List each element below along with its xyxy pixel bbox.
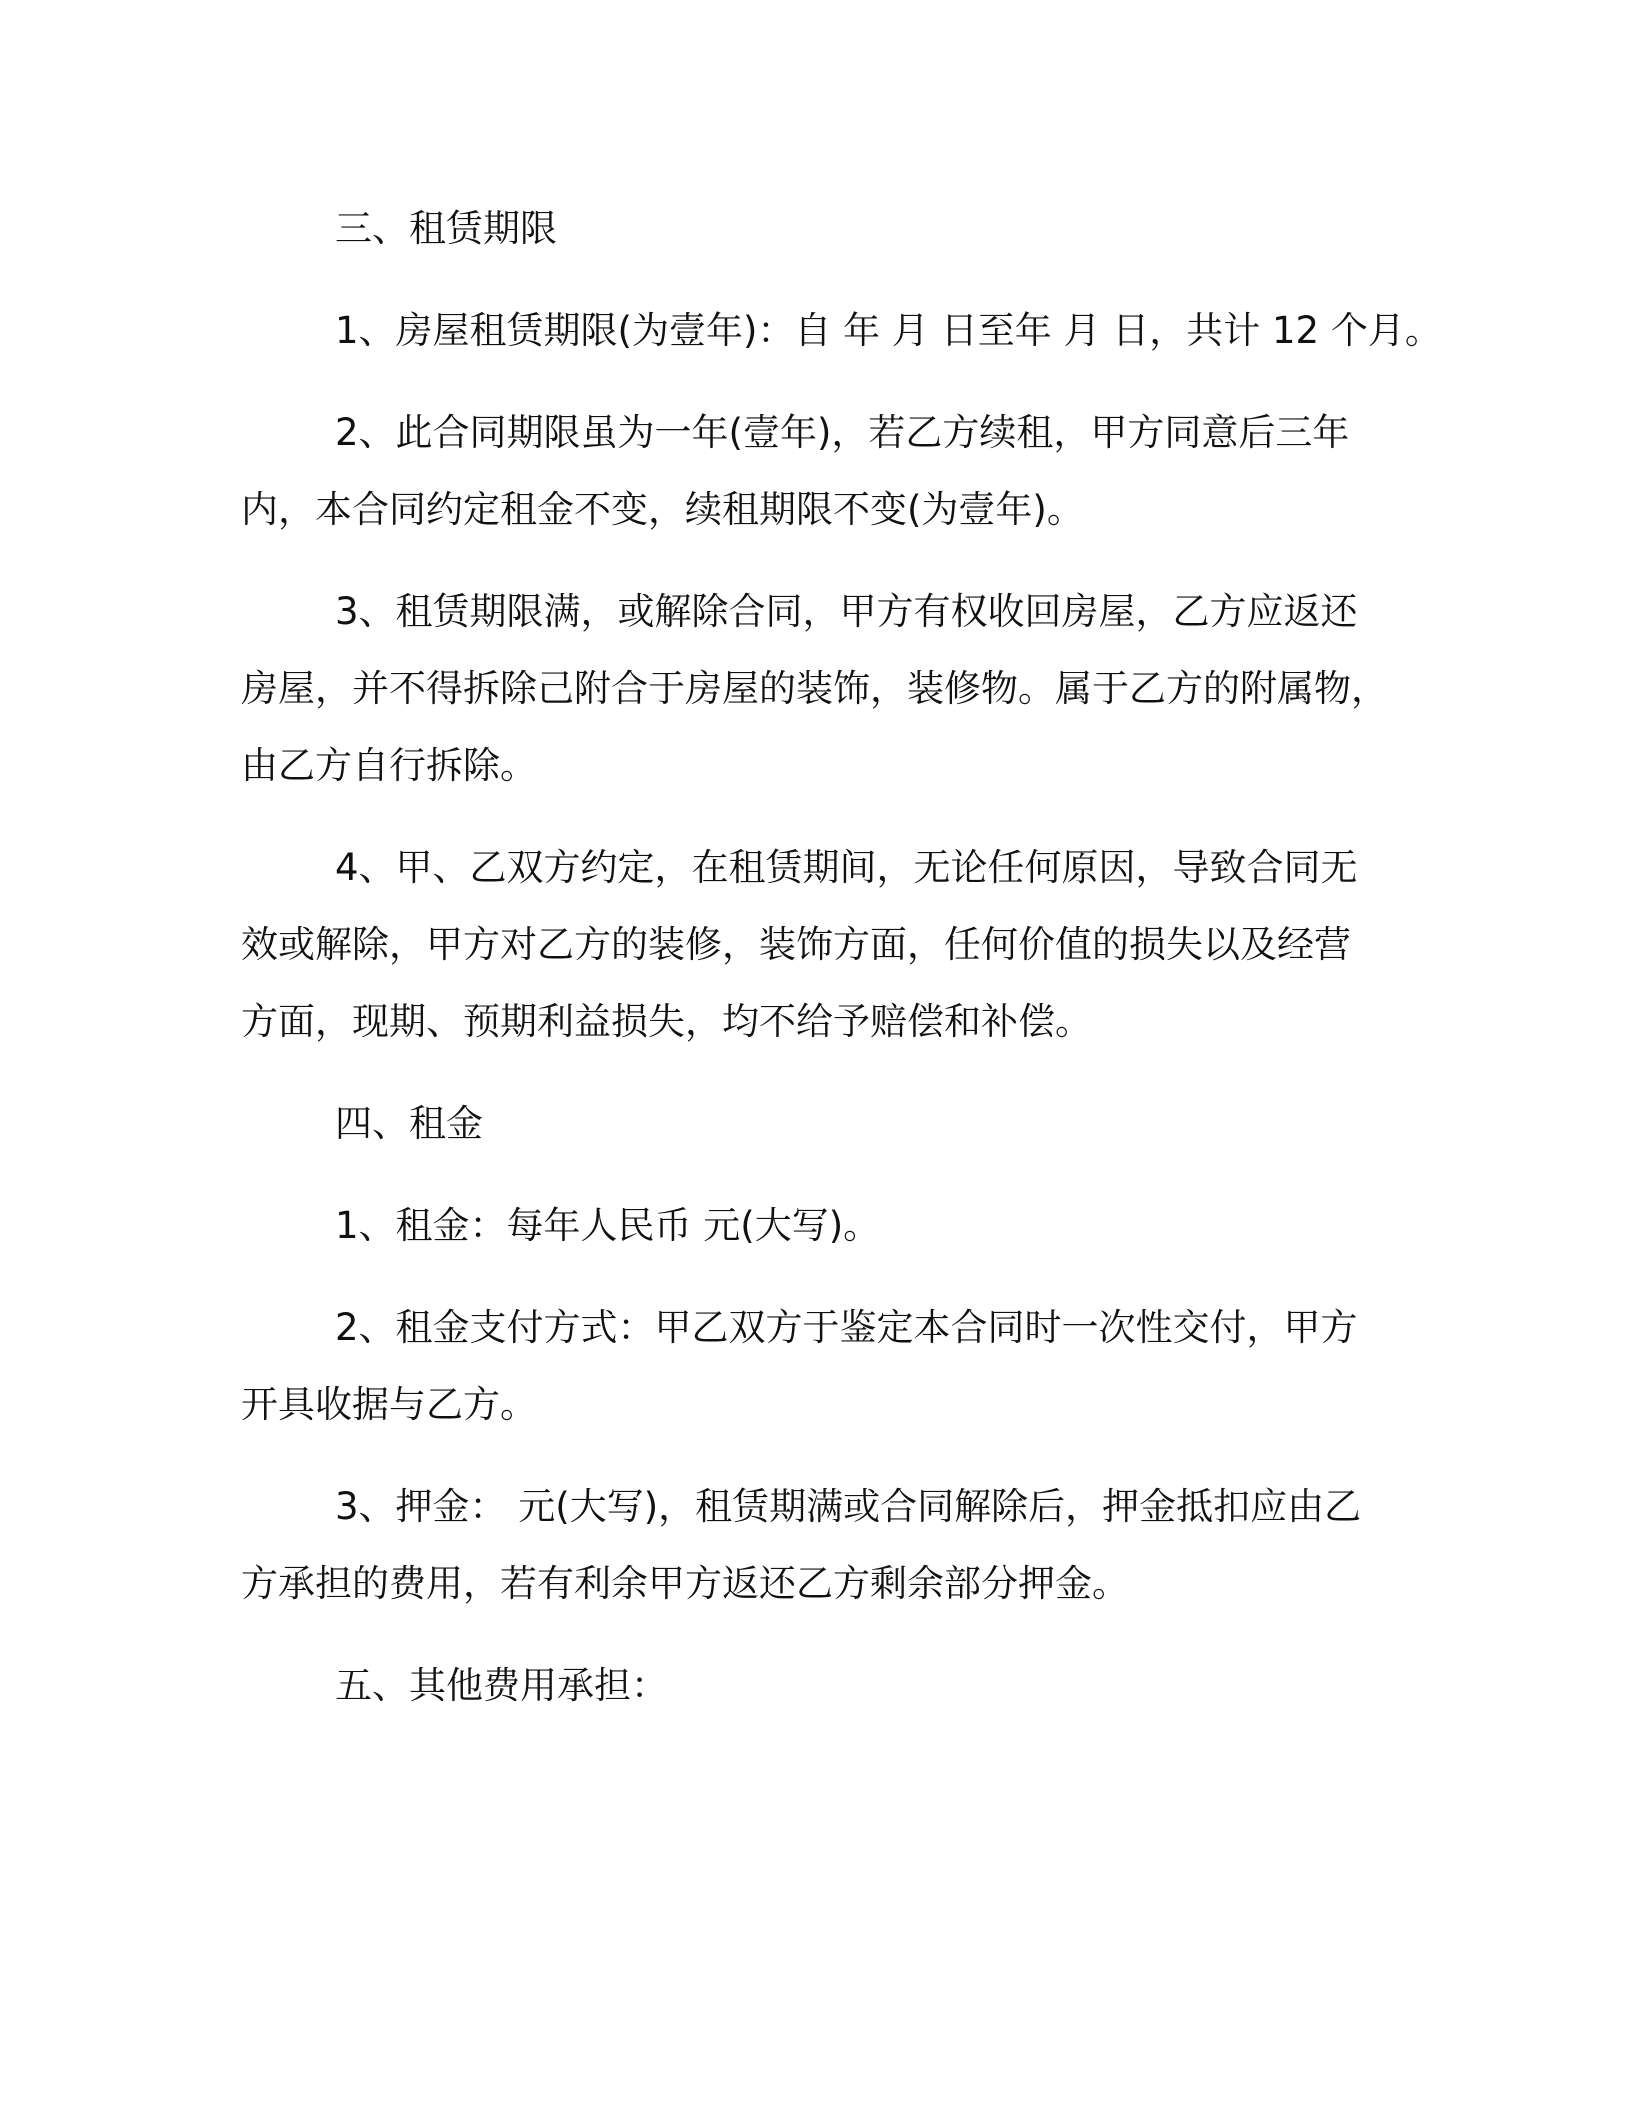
clause-line: 3、押金： 元(大写)，租赁期满或合同解除后，押金抵扣应由乙 [335,1485,1362,1528]
clause-line: 房屋，并不得拆除己附合于房屋的装饰，装修物。属于乙方的附属物， [241,667,1388,710]
clause-line: 3、租赁期限满，或解除合同，甲方有权收回房屋，乙方应返还 [335,590,1358,633]
clause-line: 2、此合同期限虽为一年(壹年)，若乙方续租，甲方同意后三年 [335,411,1350,454]
section-heading-rent [241,1085,1421,1162]
heading-text: 五、其他费用承担： [335,1664,668,1707]
clause-line: 2、租金支付方式：甲乙双方于鉴定本合同时一次性交付，甲方 [335,1306,1358,1349]
clause-3-2 [241,394,1421,548]
section-heading-other-fees [241,1647,1421,1724]
clause-line: 4、甲、乙双方约定，在租赁期间，无论任何原因，导致合同无 [335,846,1358,889]
clause-line: 方面，现期、预期利益损失，均不给予赔偿和补偿。 [241,1000,1092,1043]
clause-3-3 [241,573,1421,804]
clause-line: 内，本合同约定租金不变，续租期限不变(为壹年)。 [241,488,1084,531]
section-heading-lease-term [241,190,1421,267]
clause-4-1 [241,1187,1421,1264]
clause-3-4 [241,829,1421,1060]
clause-line: 效或解除，甲方对乙方的装修，装饰方面，任何价值的损失以及经营 [241,923,1351,966]
heading-text: 四、租金 [335,1102,483,1145]
clause-4-3 [241,1468,1421,1622]
clause-line: 由乙方自行拆除。 [241,744,537,787]
clause-4-2 [241,1289,1421,1443]
heading-text: 三、租赁期限 [335,207,557,250]
clause-line: 方承担的费用，若有利余甲方返还乙方剩余部分押金。 [241,1562,1129,1605]
clause-line: 1、租金：每年人民币 元(大写)。 [335,1204,881,1247]
clause-3-1 [241,292,1442,369]
clause-line: 1、房屋租赁期限(为壹年)：自 年 月 日至年 月 日，共计 12 个月。 [335,309,1442,352]
document-body [241,190,1442,1749]
clause-line: 开具收据与乙方。 [241,1383,537,1426]
